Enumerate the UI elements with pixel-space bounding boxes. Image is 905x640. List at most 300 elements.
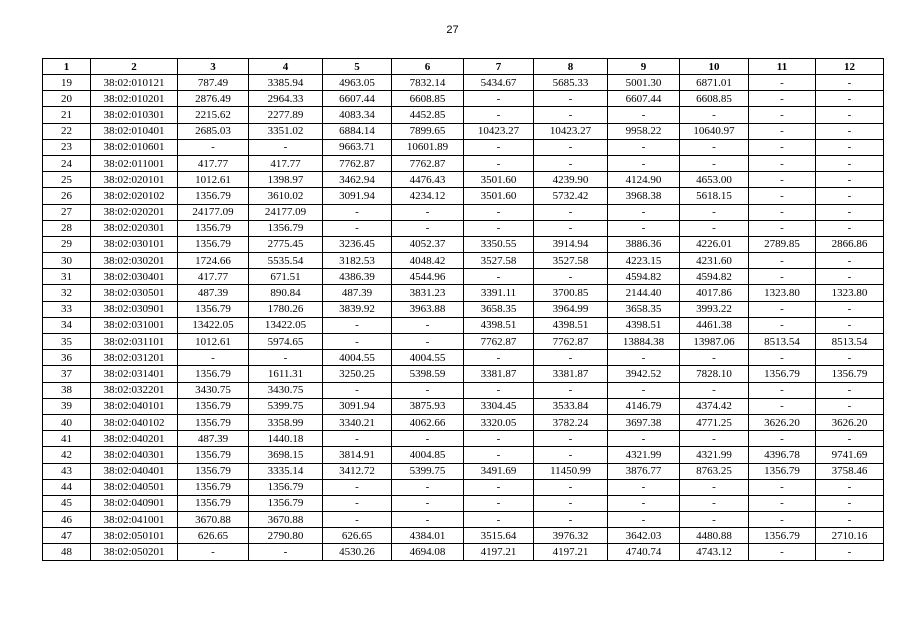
table-cell: 1398.97: [249, 172, 323, 188]
table-cell: 1780.26: [249, 301, 323, 317]
table-cell: -: [178, 139, 249, 155]
table-cell: 9663.71: [323, 139, 392, 155]
table-cell: -: [816, 123, 884, 139]
table-row: [43, 155, 884, 171]
table-header-row: [43, 59, 884, 75]
table-cell: 21: [43, 107, 91, 123]
table-cell: 3658.35: [608, 301, 680, 317]
table-cell: 4963.05: [323, 75, 392, 91]
table-cell: -: [608, 495, 680, 511]
table-cell: 7762.87: [392, 155, 464, 171]
data-table: [42, 58, 884, 561]
table-cell: 3358.99: [249, 414, 323, 430]
table-row: [43, 172, 884, 188]
table-cell: 1356.79: [816, 366, 884, 382]
table-cell: -: [749, 512, 816, 528]
table-cell: 40: [43, 414, 91, 430]
table-cell: 38:02:030101: [91, 236, 178, 252]
table-cell: 46: [43, 512, 91, 528]
table-cell: 2876.49: [178, 91, 249, 107]
table-cell: 38:02:011001: [91, 155, 178, 171]
table-cell: 38:02:030501: [91, 285, 178, 301]
page-number: 27: [446, 24, 459, 36]
table-row: [43, 463, 884, 479]
table-cell: 3412.72: [323, 463, 392, 479]
table-cell: -: [392, 317, 464, 333]
table-cell: -: [534, 495, 608, 511]
table-cell: -: [323, 512, 392, 528]
table-cell: 38:02:020102: [91, 188, 178, 204]
table-cell: 3758.46: [816, 463, 884, 479]
table-cell: 2710.16: [816, 528, 884, 544]
table-cell: -: [816, 269, 884, 285]
table-cell: 4398.51: [464, 317, 534, 333]
table-cell: 38:02:040201: [91, 431, 178, 447]
table-cell: 487.39: [178, 431, 249, 447]
table-cell: -: [816, 512, 884, 528]
table-cell: -: [680, 204, 749, 220]
table-cell: 7762.87: [464, 334, 534, 350]
table-cell: -: [749, 431, 816, 447]
table-cell: -: [534, 431, 608, 447]
table-cell: -: [608, 107, 680, 123]
table-cell: 3963.88: [392, 301, 464, 317]
table-cell: 3782.24: [534, 414, 608, 430]
table-cell: -: [464, 269, 534, 285]
table-cell: 2790.80: [249, 528, 323, 544]
table-cell: 38:02:031201: [91, 350, 178, 366]
table-cell: -: [749, 75, 816, 91]
table-cell: 787.49: [178, 75, 249, 91]
table-cell: 6884.14: [323, 123, 392, 139]
table-cell: 24: [43, 155, 91, 171]
table-cell: 626.65: [323, 528, 392, 544]
table-cell: 38:02:010301: [91, 107, 178, 123]
table-cell: 38:02:040101: [91, 398, 178, 414]
table-cell: 38:02:032201: [91, 382, 178, 398]
table-cell: 4146.79: [608, 398, 680, 414]
table-cell: -: [392, 334, 464, 350]
table-cell: 38:02:010121: [91, 75, 178, 91]
table-cell: 4743.12: [680, 544, 749, 560]
table-cell: 38:02:020301: [91, 220, 178, 236]
table-cell: 3533.84: [534, 398, 608, 414]
table-cell: 4653.00: [680, 172, 749, 188]
table-cell: -: [534, 512, 608, 528]
table-cell: -: [464, 382, 534, 398]
table-cell: 5974.65: [249, 334, 323, 350]
table-cell: 23: [43, 139, 91, 155]
table-cell: -: [608, 512, 680, 528]
table-cell: 22: [43, 123, 91, 139]
table-cell: -: [464, 512, 534, 528]
table-cell: 3250.25: [323, 366, 392, 382]
table-cell: -: [608, 479, 680, 495]
table-cell: 3670.88: [178, 512, 249, 528]
table-row: [43, 75, 884, 91]
table-cell: 4480.88: [680, 528, 749, 544]
table-cell: 6608.85: [680, 91, 749, 107]
table-cell: -: [680, 495, 749, 511]
table-cell: -: [534, 382, 608, 398]
column-header: 6: [392, 59, 464, 75]
table-cell: 6607.44: [608, 91, 680, 107]
table-cell: 39: [43, 398, 91, 414]
table-cell: 3698.15: [249, 447, 323, 463]
table-cell: -: [464, 495, 534, 511]
column-header: 3: [178, 59, 249, 75]
table-cell: -: [816, 107, 884, 123]
table-cell: 10601.89: [392, 139, 464, 155]
table-row: [43, 495, 884, 511]
table-cell: 3814.91: [323, 447, 392, 463]
table-cell: 1356.79: [178, 447, 249, 463]
table-cell: -: [323, 495, 392, 511]
table-cell: 35: [43, 334, 91, 350]
table-cell: 5535.54: [249, 253, 323, 269]
table-cell: 8513.54: [749, 334, 816, 350]
table-cell: -: [534, 269, 608, 285]
table-cell: -: [816, 398, 884, 414]
table-cell: 4321.99: [608, 447, 680, 463]
table-cell: 3697.38: [608, 414, 680, 430]
table-cell: 42: [43, 447, 91, 463]
table-cell: 8763.25: [680, 463, 749, 479]
table-cell: -: [464, 431, 534, 447]
table-row: [43, 366, 884, 382]
table-row: [43, 334, 884, 350]
table-cell: 5001.30: [608, 75, 680, 91]
table-cell: 1356.79: [178, 301, 249, 317]
table-cell: 4004.55: [323, 350, 392, 366]
table-cell: -: [749, 398, 816, 414]
table-body: [43, 75, 884, 561]
table-cell: 3670.88: [249, 512, 323, 528]
column-header: 1: [43, 59, 91, 75]
table-cell: 13422.05: [178, 317, 249, 333]
table-cell: 34: [43, 317, 91, 333]
table-cell: 38:02:040501: [91, 479, 178, 495]
table-cell: -: [749, 544, 816, 560]
table-cell: 3351.02: [249, 123, 323, 139]
table-cell: 44: [43, 479, 91, 495]
table-row: [43, 301, 884, 317]
table-cell: -: [392, 431, 464, 447]
table-cell: 2215.62: [178, 107, 249, 123]
table-cell: 4083.34: [323, 107, 392, 123]
column-header: 4: [249, 59, 323, 75]
table-cell: -: [816, 301, 884, 317]
table-cell: 1356.79: [178, 398, 249, 414]
table-cell: -: [534, 107, 608, 123]
table-cell: -: [608, 220, 680, 236]
table-cell: 10640.97: [680, 123, 749, 139]
table-cell: -: [816, 431, 884, 447]
table-cell: 38:02:040102: [91, 414, 178, 430]
table-cell: -: [749, 123, 816, 139]
table-cell: 43: [43, 463, 91, 479]
table-cell: 4461.38: [680, 317, 749, 333]
table-cell: 13987.06: [680, 334, 749, 350]
table-cell: -: [534, 155, 608, 171]
table-cell: 3430.75: [178, 382, 249, 398]
table-cell: -: [749, 269, 816, 285]
column-header: 5: [323, 59, 392, 75]
table-cell: 37: [43, 366, 91, 382]
table-cell: 5685.33: [534, 75, 608, 91]
table-cell: 3976.32: [534, 528, 608, 544]
table-cell: 3350.55: [464, 236, 534, 252]
column-header: 12: [816, 59, 884, 75]
table-cell: -: [749, 382, 816, 398]
table-cell: 3839.92: [323, 301, 392, 317]
table-cell: 3501.60: [464, 172, 534, 188]
table-cell: 38:02:030201: [91, 253, 178, 269]
table-cell: -: [749, 139, 816, 155]
table-cell: -: [608, 204, 680, 220]
table-cell: -: [816, 350, 884, 366]
table-cell: -: [816, 317, 884, 333]
table-row: [43, 139, 884, 155]
column-header: 11: [749, 59, 816, 75]
table-cell: -: [464, 91, 534, 107]
table-cell: 3385.94: [249, 75, 323, 91]
table-cell: -: [816, 204, 884, 220]
table-cell: 890.84: [249, 285, 323, 301]
table-cell: 38:02:030401: [91, 269, 178, 285]
table-cell: 13884.38: [608, 334, 680, 350]
table-cell: 3527.58: [534, 253, 608, 269]
table-cell: 38:02:020101: [91, 172, 178, 188]
table-cell: 41: [43, 431, 91, 447]
table-cell: -: [680, 220, 749, 236]
table-cell: 38:02:050201: [91, 544, 178, 560]
table-cell: -: [816, 382, 884, 398]
table-cell: 38:02:031001: [91, 317, 178, 333]
table-cell: -: [816, 188, 884, 204]
table-cell: 1724.66: [178, 253, 249, 269]
table-cell: -: [749, 479, 816, 495]
table-cell: 4017.86: [680, 285, 749, 301]
table-cell: 1356.79: [178, 188, 249, 204]
table-cell: 1356.79: [749, 463, 816, 479]
table-cell: 3658.35: [464, 301, 534, 317]
table-cell: 1356.79: [178, 220, 249, 236]
table-cell: 2775.45: [249, 236, 323, 252]
table-cell: -: [608, 431, 680, 447]
table-cell: 671.51: [249, 269, 323, 285]
table-cell: -: [749, 253, 816, 269]
table-row: [43, 188, 884, 204]
table-cell: 4452.85: [392, 107, 464, 123]
table-cell: -: [749, 172, 816, 188]
table-cell: -: [392, 220, 464, 236]
table-cell: 5732.42: [534, 188, 608, 204]
table-cell: -: [178, 350, 249, 366]
table-cell: -: [749, 91, 816, 107]
table-cell: 28: [43, 220, 91, 236]
table-cell: 4530.26: [323, 544, 392, 560]
table-cell: -: [749, 350, 816, 366]
table-cell: 4740.74: [608, 544, 680, 560]
table-cell: 417.77: [178, 269, 249, 285]
table-cell: 4231.60: [680, 253, 749, 269]
table-cell: 3642.03: [608, 528, 680, 544]
table-cell: 4594.82: [680, 269, 749, 285]
table-cell: -: [323, 431, 392, 447]
table-cell: -: [392, 382, 464, 398]
table-cell: 3942.52: [608, 366, 680, 382]
table-cell: 45: [43, 495, 91, 511]
table-cell: 48: [43, 544, 91, 560]
table-cell: 20: [43, 91, 91, 107]
table-cell: 3886.36: [608, 236, 680, 252]
table-cell: 24177.09: [249, 204, 323, 220]
table-cell: -: [816, 479, 884, 495]
table-cell: 2866.86: [816, 236, 884, 252]
table-cell: 9741.69: [816, 447, 884, 463]
table-cell: 38:02:031101: [91, 334, 178, 350]
table-row: [43, 236, 884, 252]
table-cell: 38:02:040301: [91, 447, 178, 463]
table-cell: 2144.40: [608, 285, 680, 301]
table-cell: -: [749, 220, 816, 236]
table-cell: 6871.01: [680, 75, 749, 91]
table-cell: 2277.89: [249, 107, 323, 123]
table-cell: 4384.01: [392, 528, 464, 544]
table-cell: 3091.94: [323, 188, 392, 204]
column-header: 8: [534, 59, 608, 75]
table-cell: 31: [43, 269, 91, 285]
table-cell: 47: [43, 528, 91, 544]
table-row: [43, 350, 884, 366]
table-cell: -: [534, 91, 608, 107]
table-cell: -: [534, 479, 608, 495]
table-row: [43, 285, 884, 301]
table-cell: -: [323, 204, 392, 220]
table-cell: 3515.64: [464, 528, 534, 544]
table-cell: 13422.05: [249, 317, 323, 333]
table-row: [43, 398, 884, 414]
table-cell: -: [178, 544, 249, 560]
table-cell: 1012.61: [178, 334, 249, 350]
table-cell: 3091.94: [323, 398, 392, 414]
table-cell: -: [323, 220, 392, 236]
table-cell: 26: [43, 188, 91, 204]
table-cell: -: [392, 204, 464, 220]
table-cell: -: [534, 350, 608, 366]
table-cell: -: [680, 512, 749, 528]
table-cell: -: [608, 350, 680, 366]
table-cell: 5434.67: [464, 75, 534, 91]
table-cell: -: [392, 479, 464, 495]
table-cell: 1356.79: [749, 366, 816, 382]
table-cell: 4476.43: [392, 172, 464, 188]
table-row: [43, 512, 884, 528]
table-cell: 38:02:010601: [91, 139, 178, 155]
table-cell: -: [534, 204, 608, 220]
table-cell: -: [749, 317, 816, 333]
table-cell: -: [534, 447, 608, 463]
table-cell: 3993.22: [680, 301, 749, 317]
table-cell: 4004.55: [392, 350, 464, 366]
table-cell: 3626.20: [816, 414, 884, 430]
table-cell: 25: [43, 172, 91, 188]
column-header: 7: [464, 59, 534, 75]
table-row: [43, 91, 884, 107]
table-cell: -: [816, 544, 884, 560]
table-cell: 5398.59: [392, 366, 464, 382]
table-cell: 7828.10: [680, 366, 749, 382]
table-row: [43, 414, 884, 430]
table-cell: 3914.94: [534, 236, 608, 252]
table-row: [43, 447, 884, 463]
table-cell: 626.65: [178, 528, 249, 544]
table-cell: 38: [43, 382, 91, 398]
table-cell: 32: [43, 285, 91, 301]
table-cell: 10423.27: [534, 123, 608, 139]
table-cell: -: [816, 253, 884, 269]
table-cell: 5399.75: [392, 463, 464, 479]
table-cell: -: [464, 107, 534, 123]
table-cell: -: [608, 139, 680, 155]
table-cell: 2789.85: [749, 236, 816, 252]
table-row: [43, 479, 884, 495]
table-cell: 4197.21: [534, 544, 608, 560]
table-cell: -: [464, 447, 534, 463]
table-cell: 4544.96: [392, 269, 464, 285]
table-cell: -: [816, 91, 884, 107]
table-cell: -: [392, 512, 464, 528]
table-cell: 7899.65: [392, 123, 464, 139]
table-cell: -: [464, 204, 534, 220]
table-cell: 6608.85: [392, 91, 464, 107]
table-cell: -: [608, 155, 680, 171]
table-cell: -: [816, 172, 884, 188]
table-cell: 3320.05: [464, 414, 534, 430]
table-cell: 1356.79: [178, 495, 249, 511]
table-cell: -: [749, 301, 816, 317]
table-cell: 3430.75: [249, 382, 323, 398]
table-cell: 33: [43, 301, 91, 317]
table-cell: 1356.79: [249, 479, 323, 495]
table-cell: 2685.03: [178, 123, 249, 139]
table-cell: 4398.51: [608, 317, 680, 333]
table-cell: 4062.66: [392, 414, 464, 430]
table-cell: 1356.79: [178, 236, 249, 252]
table-cell: 3381.87: [464, 366, 534, 382]
table-cell: -: [816, 139, 884, 155]
table-cell: -: [534, 220, 608, 236]
table-cell: 4398.51: [534, 317, 608, 333]
table-cell: 4386.39: [323, 269, 392, 285]
table-cell: 1356.79: [749, 528, 816, 544]
table-cell: 3875.93: [392, 398, 464, 414]
table-cell: 3391.11: [464, 285, 534, 301]
table-cell: 7762.87: [323, 155, 392, 171]
table-cell: -: [680, 350, 749, 366]
table-cell: -: [392, 495, 464, 511]
table-cell: 29: [43, 236, 91, 252]
table-cell: 3182.53: [323, 253, 392, 269]
table-cell: -: [749, 204, 816, 220]
table-cell: 1356.79: [178, 414, 249, 430]
table-cell: 4197.21: [464, 544, 534, 560]
table-cell: 5618.15: [680, 188, 749, 204]
column-header: 9: [608, 59, 680, 75]
table-cell: 4771.25: [680, 414, 749, 430]
table-row: [43, 269, 884, 285]
